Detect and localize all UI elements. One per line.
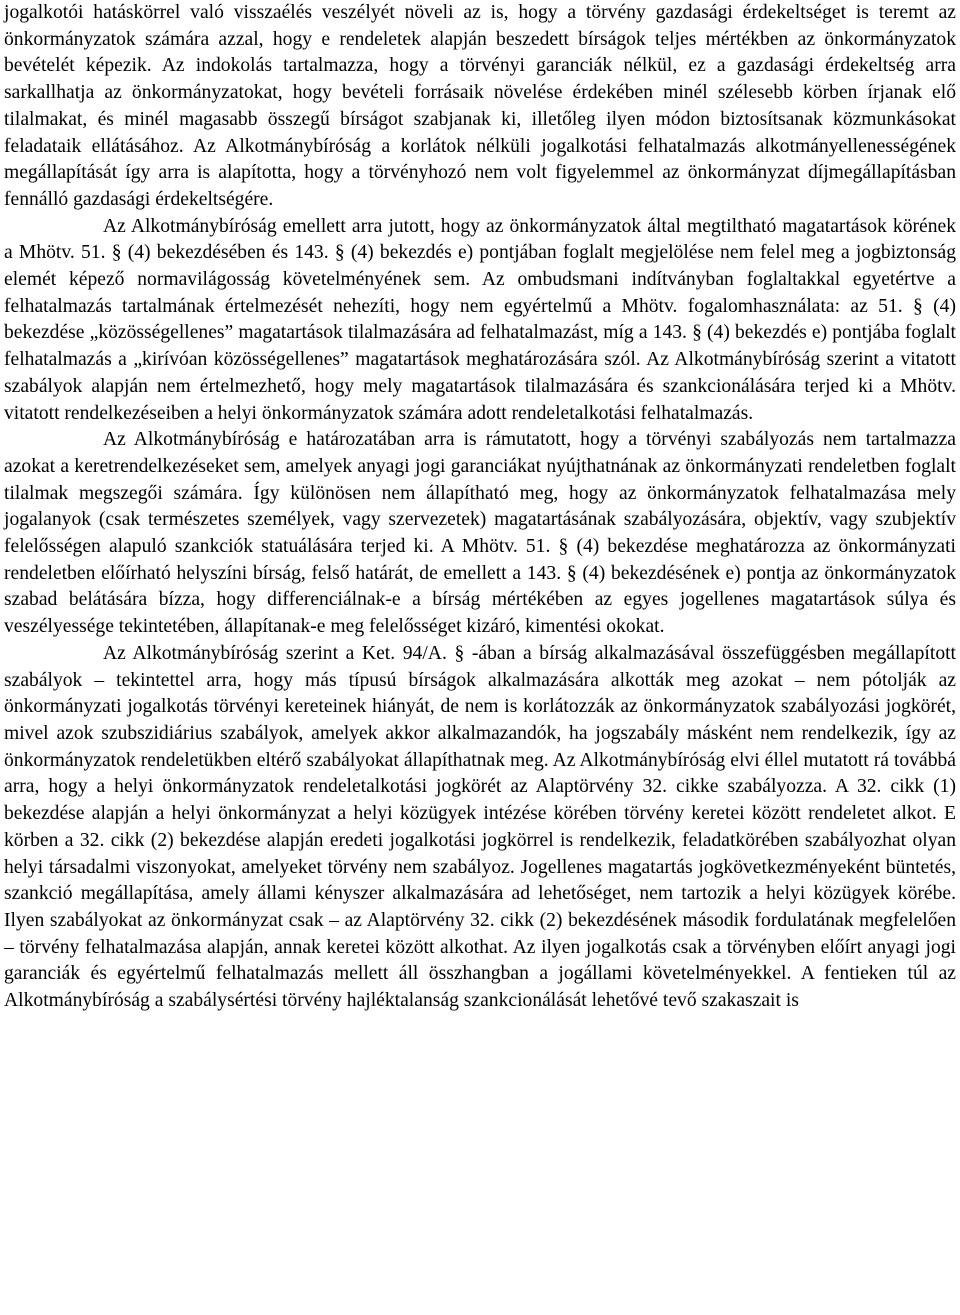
- paragraph-4: Az Alkotmánybíróság szerint a Ket. 94/A. § -ában a bírság alkalmazásával összefüggésben megállapított szabályok – tekintettel arra, hogy más típusú bírságok alkalmazására alkották meg azokat – nem pótolják az önkormányzati jogalkotás törvényi kereteinek hiányát, de nem is korlátozzák az önkormányzatok szabályozási jogkörét, mivel azok szubszidiárius szabályok, amelyek akkor alkalmazandók, ha jogszabály másként nem rendelkezik, így az önkormányzatok rendeletükben eltérő szabályokat állapíthatnak meg. Az Alkotmánybíróság elvi éllel mutatott rá továbbá arra, hogy a helyi önkormányzatok rendeletalkotási jogkörét az Alaptörvény 32. cikke szabályozza. A 32. cikk (1) bekezdése alapján a helyi önkormányzat a helyi közügyek intézése körében törvény keretei között rendeletet alkot. E körben a 32. cikk (2) bekezdése alapján eredeti jogalkotási jogkörrel is rendelkezik, feladatkörében szabályozhat olyan helyi társadalmi viszonyokat, amelyeket törvény nem szabályoz. Jogellenes magatartás jogkövetkezményeként büntetés, szankció megállapítása, amely állami kényszer alkalmazására ad lehetőséget, nem tartozik a helyi közügyek körébe. Ilyen szabályokat az önkormányzat csak – az Alaptörvény 32. cikk (2) bekezdésének második fordulatának megfelelően – törvény felhatalmazása alapján, annak keretei között alkothat. Az ilyen jogalkotás csak a törvényben előírt anyagi jogi garanciák és egyértelmű felhatalmazás mellett áll összhangban a jogállami követelményekkel. A fentieken túl az Alkotmánybíróság a szabálysértési törvény hajléktalanság szankcionálását lehetővé tevő szakaszait is: [4, 642, 956, 1012]
- paragraph-1: jogalkotói hatáskörrel való visszaélés veszélyét növeli az is, hogy a törvény gazdasági érdekeltséget is teremt az önkormányzatok számára azzal, hogy e rendeletek alapján beszedett bírságok teljes mértékben az önkormányzatok bevételét képezik. Az indokolás tartalmazza, hogy a törvényi garanciák nélkül, ez a gazdasági érdekeltség arra sarkallhatja az önkormányzatokat, hogy bevételi forrásaik növelése érdekében minél szélesebb körben írjanak elő tilalmakat, és minél magasabb összegű bírságot szabjanak ki, illetőleg ilyen módon biztosítsanak közmunkásokat feladataik ellátásához. Az Alkotmánybíróság a korlátok nélküli jogalkotási felhatalmazás alkotmányellenességének megállapítását így arra is alapította, hogy a törvényhozó nem volt figyelemmel az önkormányzat díjmegállapításban fennálló gazdasági érdekeltségére.: [4, 2, 956, 210]
- paragraph-2: Az Alkotmánybíróság emellett arra jutott, hogy az önkormányzatok által megtiltható magatartások körének a Mhötv. 51. § (4) bekezdésében és 143. § (4) bekezdés e) pontjában foglalt megjelölése nem felel meg a jogbiztonság elemét képező normavilágosság követelményének sem. Az ombudsmani indítványban foglaltakkal egyetértve a felhatalmazás tartalmának értelmezését nehezíti, hogy nem egyértelmű a Mhötv. fogalomhasználata: az 51. § (4) bekezdése „közösségellenes” magatartások tilalmazására ad felhatalmazást, míg a 143. § (4) bekezdés e) pontjába foglalt felhatalmazás a „kirívóan közösségellenes” magatartások meghatározására szól. Az Alkotmánybíróság szerint a vitatott szabályok alapján nem értelmezhető, hogy mely magatartások tilalmazására és szankcionálására terjed ki a Mhötv. vitatott rendelkezéseiben a helyi önkormányzatok számára adott rendeletalkotási felhatalmazás.: [4, 215, 956, 424]
- paragraph-3: Az Alkotmánybíróság e határozatában arra is rámutatott, hogy a törvényi szabályozás nem tartalmazza azokat a keretrendelkezéseket sem, amelyek anyagi jogi garanciákat nyújthatnának az önkormányzati rendeletben foglalt tilalmak megszegői számára. Így különösen nem állapítható meg, hogy az önkormányzatok felhatalmazása mely jogalanyok (csak természetes személyek, vagy szervezetek) magatartásának szabályozására, objektív, vagy szubjektív felelősségen alapuló szankciók statuálására terjed ki. A Mhötv. 51. § (4) bekezdése meghatározza az önkormányzati rendeletben előírható helyszíni bírság, felső határát, de emellett a 143. § (4) bekezdésének e) pontja az önkormányzatok szabad belátására bízza, hogy differenciálnak-e a bírság mértékében az egyes jogellenes magatartások súlya és veszélyessége tekintetében, állapítanak-e meg felelősséget kizáró, kimentési okokat.: [4, 429, 956, 638]
